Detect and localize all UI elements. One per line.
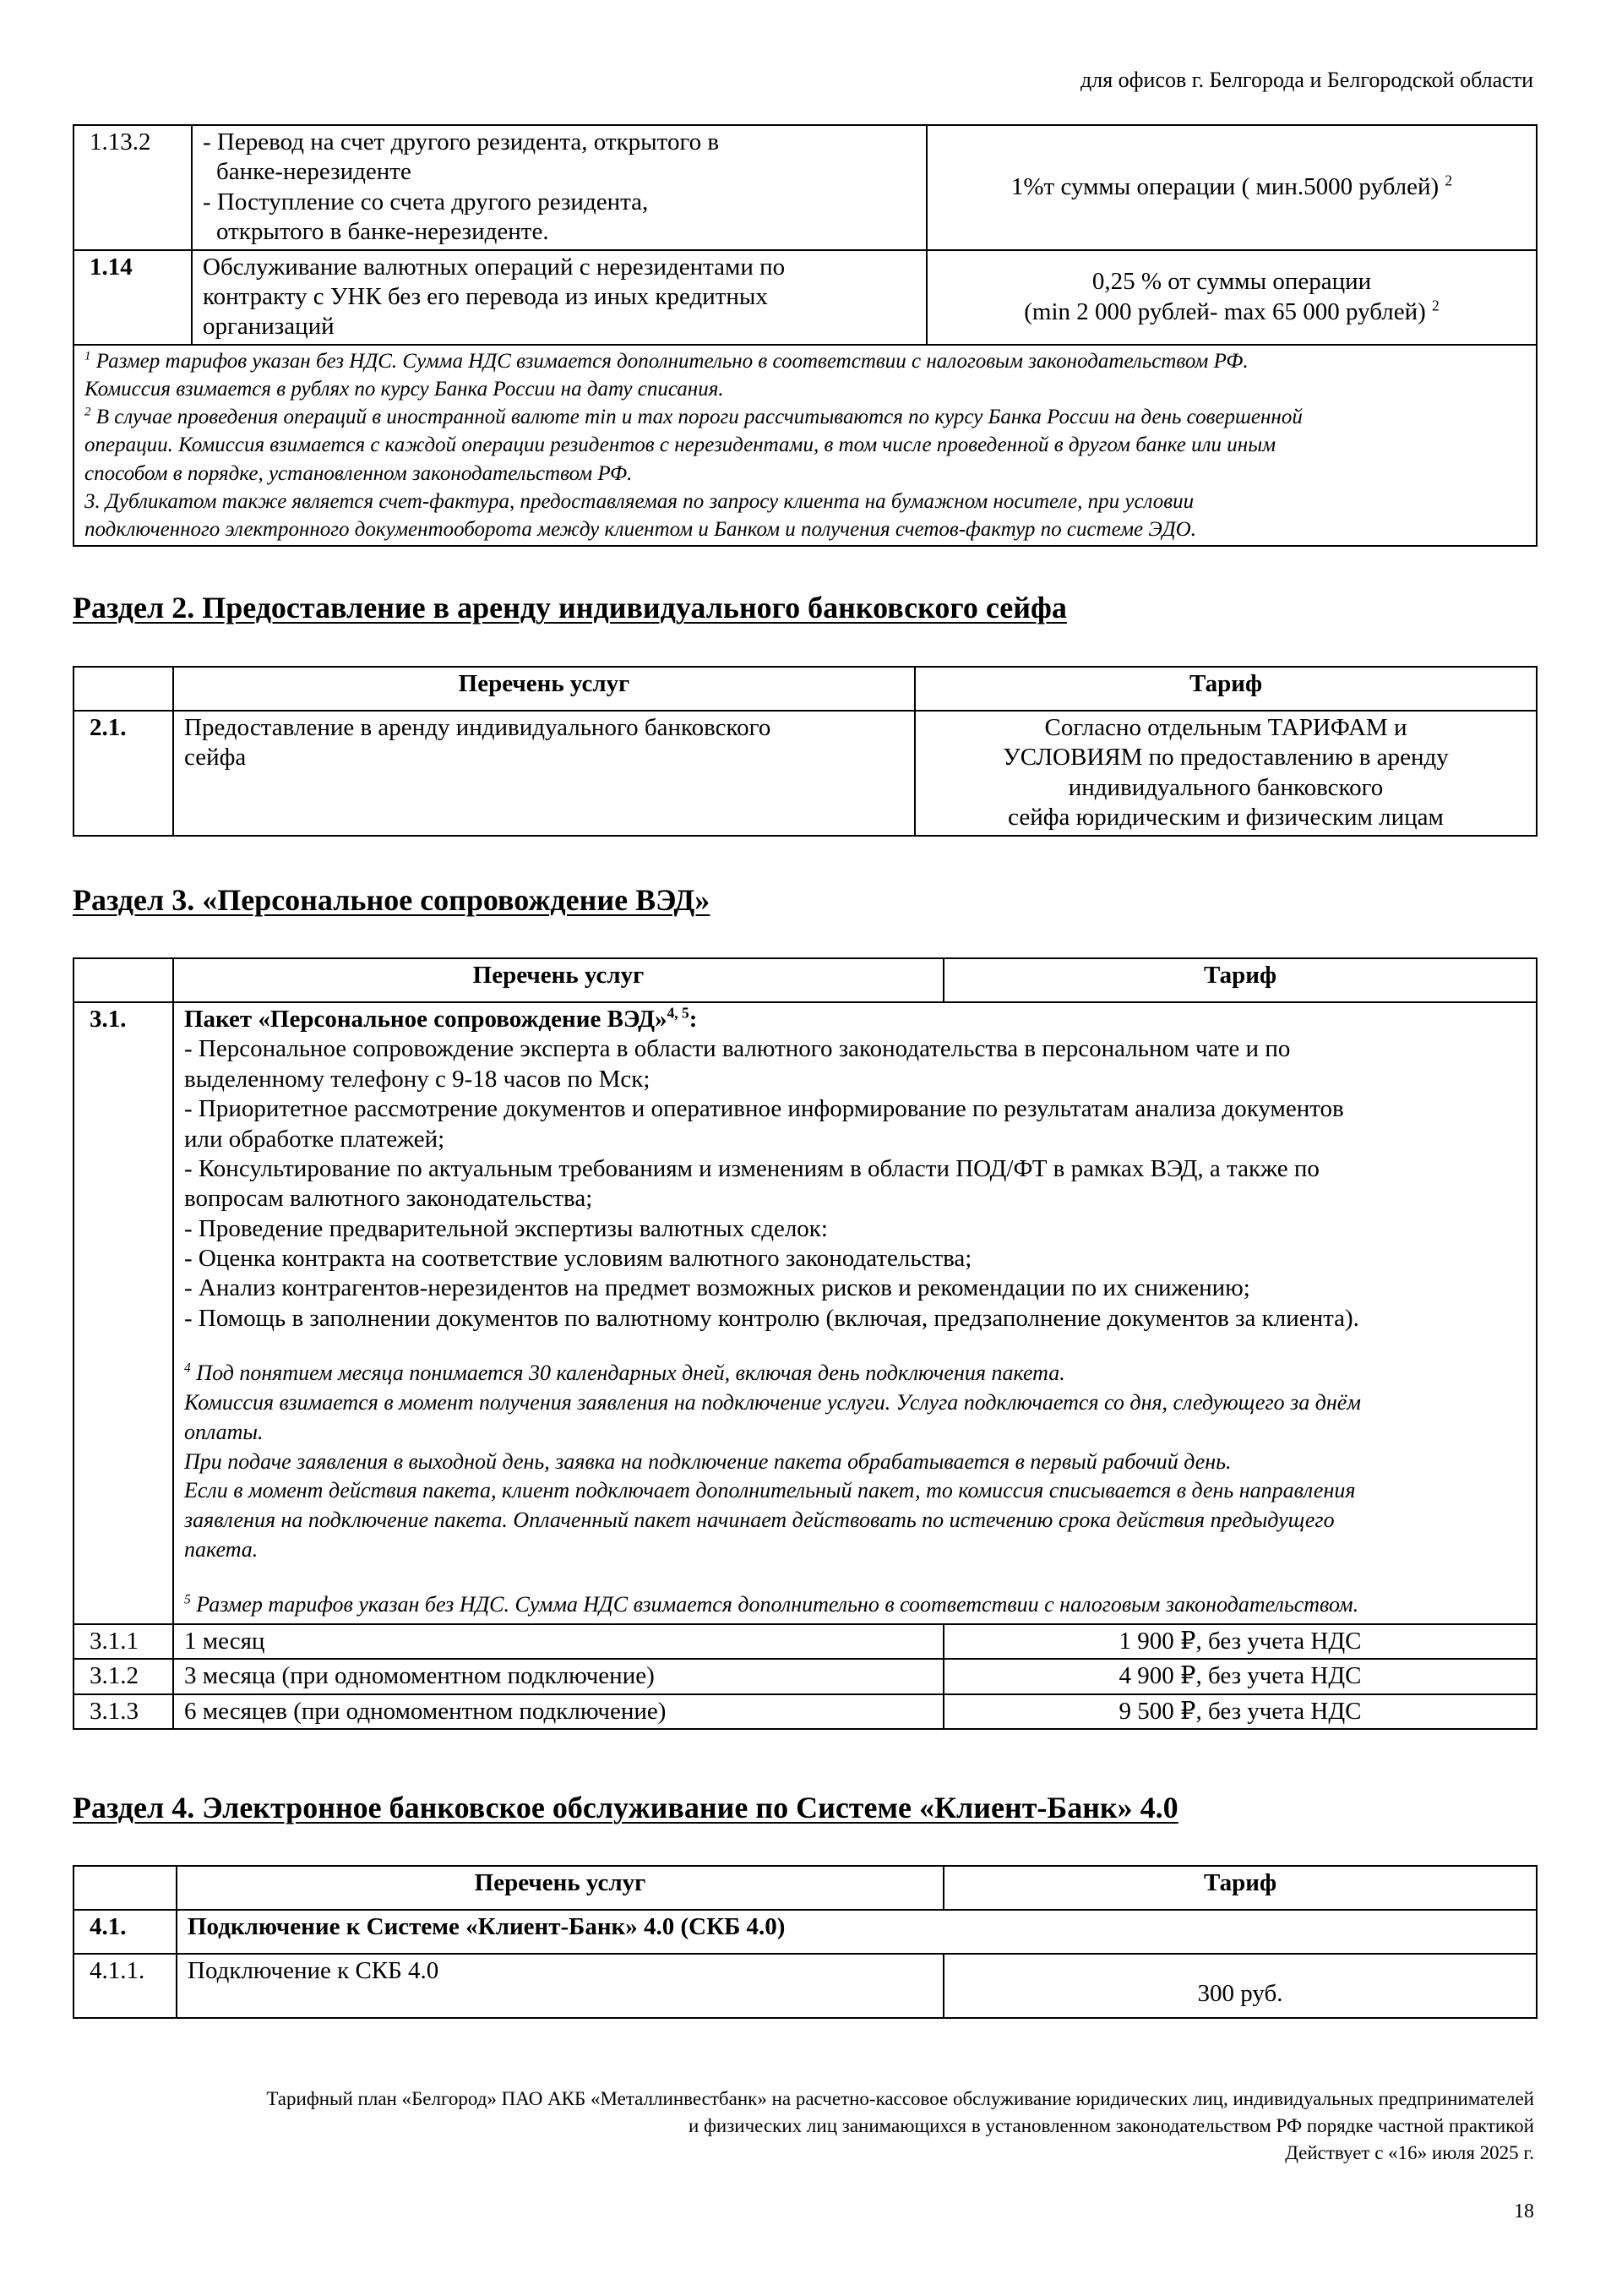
package-item: - Оценка контракта на соответствие условиям валютного законодательства; xyxy=(184,1245,972,1272)
table-row xyxy=(73,1659,1537,1693)
package-item: - Консультирование по актуальным требованиям и изменениям в области ПОД/ФТ в рамках ВЭД, а также по xyxy=(184,1154,1320,1182)
description-line: - Перевод на счет другого резидента, открытого в xyxy=(203,128,720,155)
footnote-marker: 1 xyxy=(84,349,91,363)
package-item: - Помощь в заполнении документов по валютному контролю (включая, предзаполнение документов за клиента). xyxy=(184,1304,1359,1332)
tariff-text: 1%т суммы операции ( мин.5000 рублей) xyxy=(1010,173,1440,201)
row-tariff xyxy=(927,125,1537,250)
footnote-ref: 2 xyxy=(1445,172,1453,189)
footnote-text: Комиссия взимается в момент получения заявления на подключение услуги. Услуга подключается со дня, следующего за днём xyxy=(184,1389,1361,1415)
description-line: организаций xyxy=(203,313,335,341)
footnote-text: заявления на подключение пакета. Оплаченный пакет начинает действовать по истечению срока действия предыдущего xyxy=(184,1508,1335,1533)
row-description xyxy=(192,125,927,250)
notes-row xyxy=(73,345,1537,547)
header-number-cell xyxy=(73,667,173,711)
header-tariff: Тариф xyxy=(944,958,1537,1002)
row-number: 4.1. xyxy=(73,1910,177,1954)
tariff-text: индивидуального банковского xyxy=(1068,773,1384,801)
page-header: для офисов г. Белгорода и Белгородской области xyxy=(1080,68,1533,92)
package-description xyxy=(173,1002,1537,1624)
package-item: - Персональное сопровождение эксперта в области валютного законодательства в персональном чате и по xyxy=(184,1035,1291,1063)
description-line: - Поступление со счета другого резидента, xyxy=(203,188,649,215)
footnote-text: способом в порядке, установленном законодательством РФ. xyxy=(84,461,633,485)
footnote-marker: 5 xyxy=(184,1592,191,1607)
footnote-text: оплаты. xyxy=(184,1419,264,1444)
description-line: банке-нерезиденте xyxy=(216,158,411,186)
header-number-cell xyxy=(73,1866,177,1910)
package-item: выделенному телефону с 9-18 часов по Мск; xyxy=(184,1065,650,1093)
table-header-row xyxy=(73,1866,1537,1910)
footnote-text: Под понятием месяца понимается 30 календарных дней, включая день подключения пакета. xyxy=(196,1361,1065,1386)
page-footer xyxy=(266,2086,1534,2168)
row-number: 3.1.1 xyxy=(73,1624,173,1659)
footer-line: и физических лиц занимающихся в установленном законодательством РФ порядке частной практикой xyxy=(688,2115,1534,2137)
package-title xyxy=(184,1005,1526,1034)
footnote-text: пакета. xyxy=(184,1537,259,1562)
tariff-text: (min 2 000 рублей- max 65 000 рублей) xyxy=(1024,297,1426,325)
table-row xyxy=(73,711,1537,836)
table-section-2 xyxy=(73,666,1538,837)
group-description: Подключение к Системе «Клиент-Банк» 4.0 (СКБ 4.0) xyxy=(177,1910,1537,1954)
footer-line: Тарифный план «Белгород» ПАО АКБ «Металлинвестбанк» на расчетно-кассовое обслуживание юридических лиц, индивидуальных предпринимателей xyxy=(266,2088,1534,2109)
table-row xyxy=(73,1694,1537,1729)
row-number: 4.1.1. xyxy=(73,1954,177,2018)
table-section-4 xyxy=(73,1865,1538,2019)
description-line: контракту с УНК без его перевода из иных кредитных xyxy=(203,282,768,310)
package-footnotes xyxy=(184,1359,1526,1620)
tariff-text: сейфа юридическим и физическим лицам xyxy=(1008,804,1444,832)
table-header-row xyxy=(73,667,1537,711)
row-tariff: 4 900 ₽, без учета НДС xyxy=(944,1659,1537,1693)
description-line: Предоставление в аренду индивидуального банковского xyxy=(184,714,771,741)
row-number: 3.1. xyxy=(73,1002,173,1624)
row-tariff: 300 руб. xyxy=(944,1954,1537,2018)
row-number: 3.1.3 xyxy=(73,1694,173,1729)
footer-effective-date: Действует с «16» июля 2025 г. xyxy=(1285,2142,1534,2164)
tariff-text: УСЛОВИЯМ по предоставлению в аренду xyxy=(1003,744,1449,772)
package-title-colon: : xyxy=(689,1006,698,1033)
footnote-text: Размер тарифов указан без НДС. Сумма НДС взимается дополнительно в соответствии с налоговым законодательством РФ. xyxy=(95,349,1249,373)
row-tariff xyxy=(927,250,1537,345)
section-2-title: Раздел 2. Предоставление в аренду индивидуального банковского сейфа xyxy=(73,591,1067,624)
tariff-text: Согласно отдельным ТАРИФАМ и xyxy=(1044,714,1407,741)
header-number-cell xyxy=(73,958,173,1002)
description-line: сейфа xyxy=(184,744,247,772)
row-tariff xyxy=(915,711,1537,836)
row-number: 3.1.2 xyxy=(73,1659,173,1693)
package-item: - Приоритетное рассмотрение документов и оперативное информирование по результатам анализа документов xyxy=(184,1095,1344,1123)
package-item: - Проведение предварительной экспертизы валютных сделок: xyxy=(184,1214,828,1242)
table-row xyxy=(73,125,1537,250)
table-row xyxy=(73,1624,1537,1659)
table-currency-operations xyxy=(73,124,1538,547)
section-3-title: Раздел 3. «Персональное сопровождение ВЭД» xyxy=(73,883,710,917)
package-item: - Анализ контрагентов-нерезидентов на предмет возможных рисков и рекомендации по их снижению; xyxy=(184,1274,1250,1302)
footnote-text: подключенного электронного документооборота между клиентом и Банком и получения счетов-фактур по системе ЭДО. xyxy=(84,518,1196,542)
row-number: 2.1. xyxy=(73,711,173,836)
table-section-3 xyxy=(73,957,1538,1730)
section-4-title: Раздел 4. Электронное банковское обслуживание по Системе «Клиент-Банк» 4.0 xyxy=(73,1791,1178,1824)
row-number: 1.14 xyxy=(73,250,192,345)
row-description xyxy=(192,250,927,345)
footnote-ref: 2 xyxy=(1432,296,1440,314)
package-item: или обработке платежей; xyxy=(184,1125,445,1153)
header-tariff: Тариф xyxy=(944,1866,1537,1910)
description-line: открытого в банке-нерезиденте. xyxy=(216,218,549,246)
row-description: Подключение к СКБ 4.0 xyxy=(177,1954,944,2018)
row-description: 3 месяца (при одномоментном подключение) xyxy=(173,1659,944,1693)
footnote-marker: 4 xyxy=(184,1361,191,1376)
footnote-text: Если в момент действия пакета, клиент подключает дополнительный пакет, то комиссия списывается в день направления xyxy=(184,1478,1356,1503)
footnote-text: При подаче заявления в выходной день, заявка на подключение пакета обрабатывается в первый рабочий день. xyxy=(184,1448,1232,1474)
footnote-text: Размер тарифов указан без НДС. Сумма НДС взимается дополнительно в соответствии с налоговым законодательством. xyxy=(196,1591,1359,1617)
table-row xyxy=(73,250,1537,345)
header-services: Перечень услуг xyxy=(173,667,915,711)
header-tariff: Тариф xyxy=(915,667,1537,711)
group-row xyxy=(73,1910,1537,1954)
table-footnotes xyxy=(73,345,1537,547)
footnote-text: операции. Комиссия взимается с каждой операции резидентов с нерезидентами, в том числе проведенной в другом банке или иным xyxy=(84,434,1276,457)
row-description: 1 месяц xyxy=(173,1624,944,1659)
footnote-marker: 2 xyxy=(84,405,91,419)
tariff-text: 0,25 % от суммы операции xyxy=(1091,268,1372,296)
row-description xyxy=(173,711,915,836)
description-line: Обслуживание валютных операций с нерезидентами по xyxy=(203,253,786,281)
package-item: вопросам валютного законодательства; xyxy=(184,1185,593,1213)
package-title-text: Пакет «Персональное сопровождение ВЭД» xyxy=(184,1006,667,1033)
footnote-text: Комиссия взимается в рублях по курсу Банка России на дату списания. xyxy=(84,377,724,401)
row-tariff: 1 900 ₽, без учета НДС xyxy=(944,1624,1537,1659)
header-services: Перечень услуг xyxy=(173,958,944,1002)
header-services: Перечень услуг xyxy=(177,1866,944,1910)
row-number: 1.13.2 xyxy=(73,125,192,250)
table-header-row xyxy=(73,958,1537,1002)
row-description: 6 месяцев (при одномоментном подключение) xyxy=(173,1694,944,1729)
page-number: 18 xyxy=(1514,2201,1534,2222)
footnote-ref: 4, 5 xyxy=(667,1004,689,1022)
footnote-text: 3. Дубликатом также является счет-фактура, предоставляемая по запросу клиента на бумажном носителе, при условии xyxy=(84,489,1195,513)
footnote-text: В случае проведения операций в иностранной валюте min и max пороги рассчитываются по курсу Банка России на день совершенной xyxy=(95,406,1303,429)
row-tariff: 9 500 ₽, без учета НДС xyxy=(944,1694,1537,1729)
table-row xyxy=(73,1954,1537,2018)
package-row xyxy=(73,1002,1537,1624)
